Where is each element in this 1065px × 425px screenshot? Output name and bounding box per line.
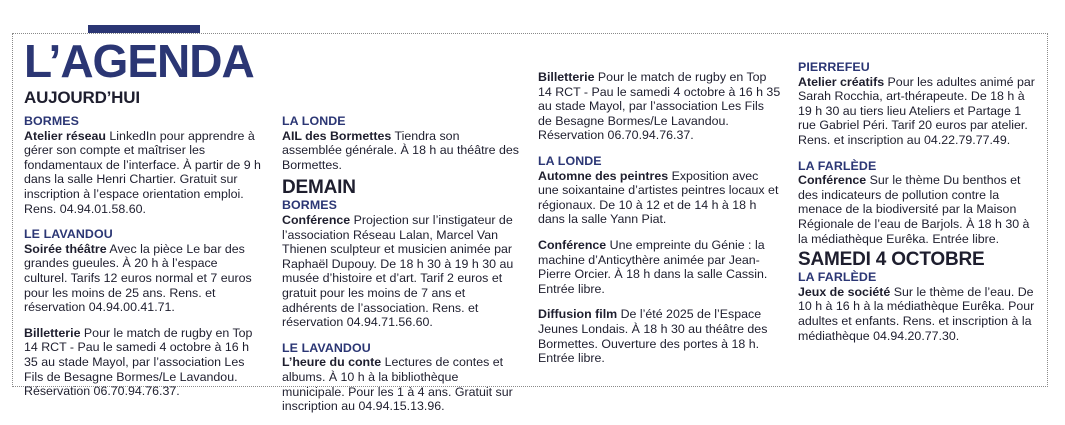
agenda-item-continued [538,45,781,59]
event-details: Sur le thème Du benthos et des indicateurs de pollution contre la menace de la biodiversité par la Maison Régionale de l’eau de Barjols. À 18 h 30 à la médiathèque Eurêka. Entrée libre. [798,173,1030,246]
event-details: Tiendra son assemblée générale. À 18 h au théâtre des Bormettes. [282,128,519,172]
event-title: Diffusion film [538,307,618,322]
town-name: LE LAVANDOU [282,340,371,355]
day-heading-today: AUJOURD’HUI [24,88,140,107]
event-details: LinkedIn pour apprendre à gérer son compte et maîtriser les fondamentaux de l’interface. À partir de 9 h dans la salle Henri Chartier. Gratuit sur inscription à l’espace orientation emploi. Rens. 04.94.01.58.60. [24,128,261,216]
event-title: L’heure du conte [282,355,382,370]
event-title: Atelier créatifs [798,74,885,89]
agenda-item [798,60,1038,148]
day-heading-tomorrow: DEMAIN [282,177,356,199]
town-name: BORMES [24,114,79,128]
agenda-item [538,307,781,365]
agenda-item [282,114,522,172]
event-title: Automne des peintres [538,168,669,183]
agenda-title: L’AGENDA [24,35,254,87]
event-details: Projection sur l’instigateur de l’association Réseau Lalan, Marcel Van Thienen sculpteur et musicien animée par Raphaël Dupouy. De 18 h 30 à 19 h 30 au musée d’histoire et d’art. Tarif 2 euros et gratuit pour les moins de 7 ans et adhérents de l’association. Rens. et réservation 04.94.71.56.60. [282,212,514,330]
event-details: Lectures de contes et albums. À 10 h à la bibliothèque municipale. Pour les 1 à 4 ans. Gratuit sur inscription au 04.94.15.13.96. [282,355,513,414]
agenda-item [538,238,781,296]
event-title: Conférence [798,173,867,188]
agenda-item [24,326,264,399]
event-title: Conférence [282,212,351,227]
event-title: Soirée théâtre [24,241,107,256]
column-4 [798,60,1038,354]
agenda-item-continued [282,45,522,103]
town-name: PIERREFEU [798,60,870,74]
event-details: Pour le match de rugby en Top 14 RCT - Pau le samedi 4 octobre à 16 h 35 au stade Mayol, par l’association Les Fils de Besagne Bormes/Le Lavandou. Réservation 06.70.94.76.37. [24,325,253,399]
event-title: Billetterie [24,325,81,340]
agenda-item [538,70,781,143]
agenda-item [538,154,781,227]
event-details: Sur le thème de l’eau. De 10 h à 16 h à la médiathèque Eurêka. Pour adultes et enfants. Rens. et inscription à la médiathèque 04.94.20.77.30. [798,284,1035,343]
column-3 [538,45,781,377]
event-title: Atelier réseau [24,128,106,143]
day-heading-saturday: SAMEDI 4 OCTOBRE [798,249,985,271]
event-details: Une empreinte du Génie : la machine d’Anticythère animée par Jean-Pierre Orcier. À 18 h dans la salle Cassin. Entrée libre. [538,237,768,296]
event-details: De l’été 2025 de l’Espace Jeunes Londais. À 18 h 30 au théâtre des Bormettes. Ouverture des portes à 18 h. Entrée libre. [538,307,768,366]
town-name: LA FARLÈDE [798,270,877,285]
event-title: Jeux de société [798,284,891,299]
column-1 [24,35,264,410]
town-name: LA LONDE [282,114,346,128]
town-name: LA LONDE [538,153,602,168]
agenda-item [24,114,264,216]
event-details: Avec la pièce Le bar des grandes gueules. À 20 h à l’espace culturel. Tarifs 12 euros normal et 7 euros pour les moins de 25 ans. Rens. et réservation 04.94.00.41.71. [24,241,252,315]
event-title: AIL des Bormettes [282,128,392,143]
town-name: LA FARLÈDE [798,158,877,173]
event-details: Pour les adultes animé par Sarah Rocchia, art-thérapeute. De 18 h à 19 h 30 au tiers lieu Ateliers et Partage 1 rue Gabriel Péri. Tarif 20 euros par atelier. Rens. et inscription au 04.22.79.77.49. [798,74,1035,147]
agenda-item [282,341,522,414]
event-title: Billetterie [538,70,595,84]
agenda-item [24,227,264,315]
event-title: Conférence [538,237,607,252]
header-accent-bar [88,25,200,33]
event-details: Exposition avec une soixantaine d’artistes peintres locaux et régionaux. De 10 à 12 et de 14 h à 18 h dans la salle Yann Piat. [538,168,779,227]
town-name: BORMES [282,198,337,213]
town-name: LE LAVANDOU [24,227,113,242]
column-2 [282,45,522,425]
event-details: Pour le match de rugby en Top 14 RCT - Pau le samedi 4 octobre à 16 h 35 au stade Mayol, par l’association Les Fils de Besagne Bormes/Le Lavandou. Réservation 06.70.94.76.37. [538,70,781,143]
agenda-item [798,159,1038,247]
agenda-item [798,270,1038,343]
agenda-item [282,198,522,329]
